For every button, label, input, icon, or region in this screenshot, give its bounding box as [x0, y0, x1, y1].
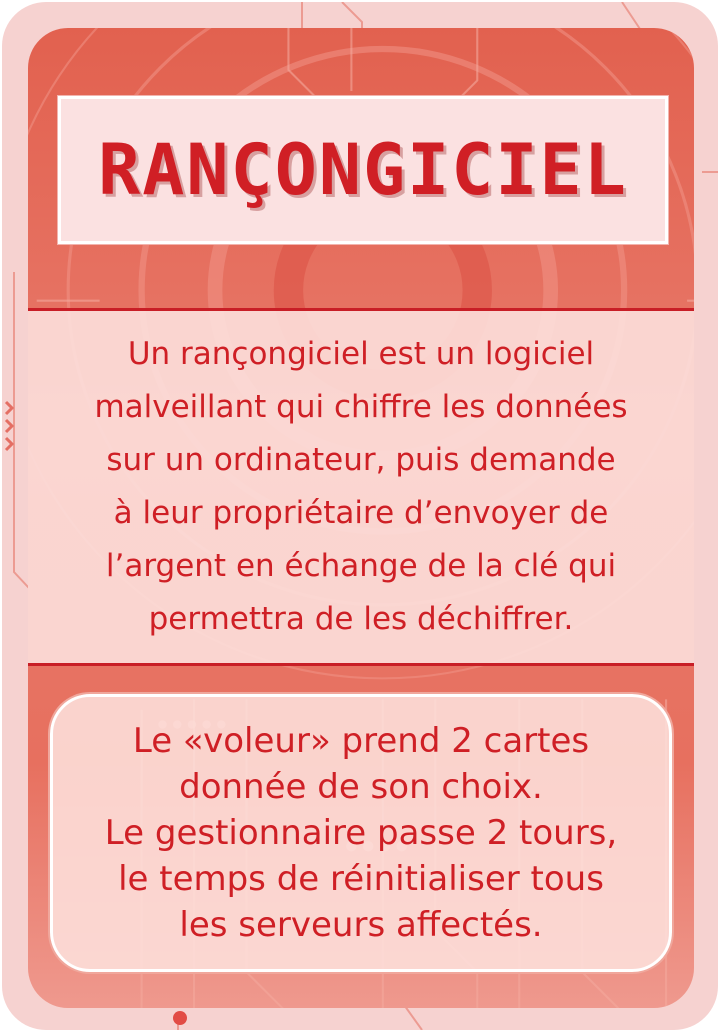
- card: [2, 2, 718, 1030]
- card-title: RANÇONGICIEL: [98, 129, 628, 211]
- title-panel: [58, 96, 668, 244]
- rules-panel: [50, 694, 672, 972]
- card-rules: Le «voleur» prend 2 cartes donnée de son choix. Le gestionnaire passe 2 tours, le temps de réinitialiser tous les serveurs affectés.: [104, 721, 618, 945]
- card-description: Un rançongiciel est un logiciel malveillant qui chiffre les données sur un ordinateur, puis demande à leur propriétaire d’envoyer de l’argent en échange de la clé qui permettra de les déchiffrer.: [94, 336, 628, 637]
- description-panel: [28, 308, 694, 666]
